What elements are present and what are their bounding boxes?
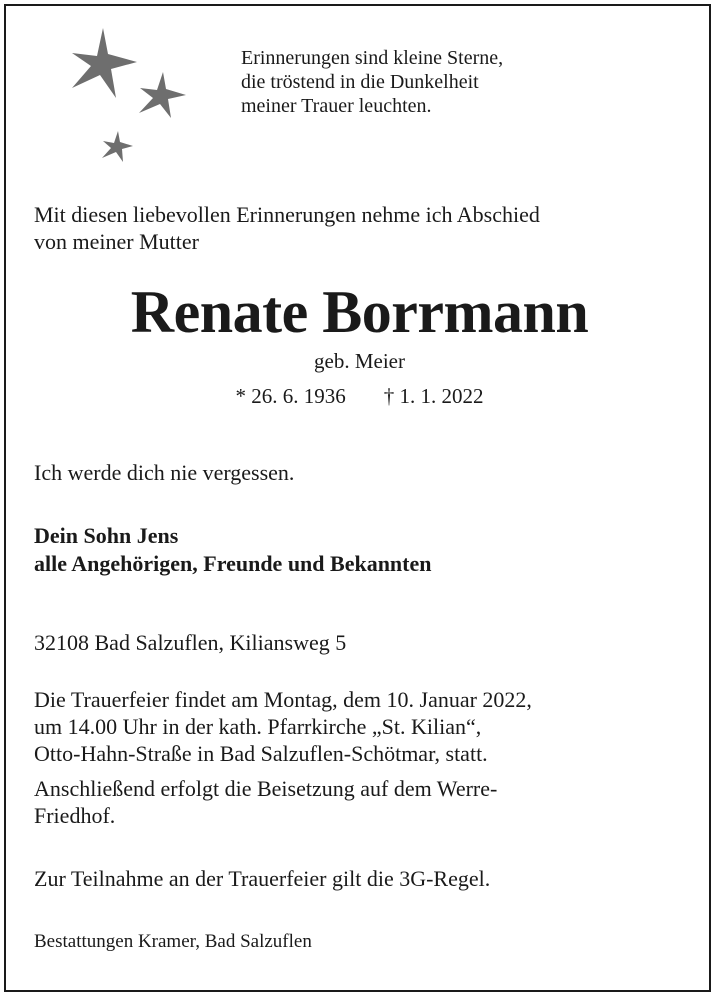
motto-line: die tröstend in die Dunkelheit [241,71,479,93]
mourner-line: Dein Sohn Jens [34,523,179,548]
funeral-line: um 14.00 Uhr in der kath. Pfarrkirche „St. Kilian“, [34,714,482,739]
notice-border [4,4,711,992]
undertaker-text: Bestattungen Kramer, Bad Salzuflen [34,931,312,952]
mourner-line: alle Angehörigen, Freunde und Bekannten [34,551,432,576]
maiden-name: geb. Meier [314,349,405,373]
life-dates [0,382,719,410]
funeral-line: Otto-Hahn-Straße in Bad Salzuflen-Schötmar, statt. [34,741,488,766]
funeral-line: Friedhof. [34,803,116,828]
farewell-text: Ich werde dich nie vergessen. [34,460,295,485]
death-date: † 1. 1. 2022 [383,384,484,408]
address-text: 32108 Bad Salzuflen, Kiliansweg 5 [34,630,347,655]
funeral-line: Anschließend erfolgt die Beisetzung auf dem Werre- [34,776,498,801]
notice-text: Zur Teilnahme an der Trauerfeier gilt die 3G-Regel. [34,866,491,891]
intro-line: Mit diesen liebevollen Erinnerungen nehme ich Abschied [34,202,540,227]
birth-date: * 26. 6. 1936 [235,384,346,408]
intro-text [34,201,540,255]
motto-line: Erinnerungen sind kleine Sterne, [241,47,504,69]
motto-verse [241,46,503,118]
deceased-name: Renate Borrmann [130,279,589,345]
funeral-line: Die Trauerfeier findet am Montag, dem 10. Januar 2022, [34,687,532,712]
intro-line: von meiner Mutter [34,229,199,254]
motto-line: meiner Trauer leuchten. [241,95,432,117]
